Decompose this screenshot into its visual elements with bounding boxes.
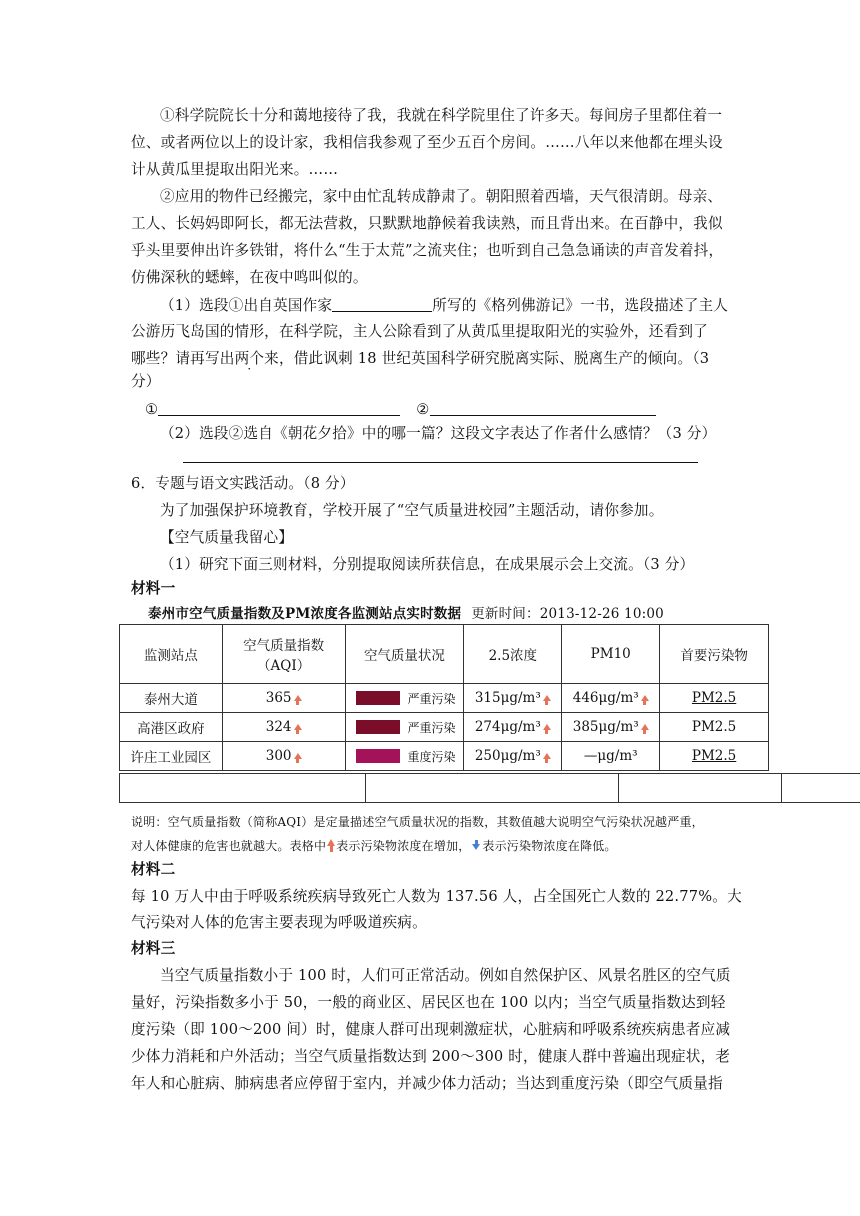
pm10-cell: [562, 684, 660, 713]
para2-line1: ②应用的物件已经搬完，家中由忙乱转成静肃了。朝阳照着西墙，天气很清朗。母亲、: [160, 188, 723, 205]
blank-marker-2: ②: [416, 401, 430, 418]
blank-marker-1: ①: [145, 401, 159, 418]
note-text-b: 表示污染物浓度在增加，: [336, 839, 471, 853]
primary-pollutant: PM2.5: [691, 719, 737, 735]
station-cell: 泰州大道: [120, 684, 223, 713]
aqi-value: 365: [265, 690, 292, 706]
row-divider: [119, 774, 120, 802]
note-text-a: 对人体健康的危害也就越大。表格中: [131, 839, 327, 853]
primary-pollutant: PM2.5: [691, 690, 737, 706]
para2-line4: 仿佛深秋的蟋蟀，在夜中鸣叫似的。: [131, 269, 368, 286]
primary-cell: [660, 684, 769, 713]
arrow-up-icon: [543, 753, 551, 759]
empty-table-row: [119, 773, 860, 803]
para1-line1: ①科学院院长十分和蔼地接待了我，我就在科学院里住了许多天。每间房子里都住着一: [160, 107, 723, 124]
header-station: 监测站点: [120, 625, 223, 684]
pm10-value: 446μg/m³: [572, 690, 639, 706]
pm25-cell: [464, 713, 562, 742]
answer-blanks-row: [145, 399, 656, 420]
aqi-value: 300: [265, 748, 292, 764]
question1-line4: 分）: [131, 373, 161, 390]
arrow-up-icon: [294, 753, 302, 759]
table-row: [120, 684, 769, 713]
para2-line2: 工人、长妈妈即阿长，都无法营救，只默默地静候着我读熟，而且背出来。在百静中，我似: [131, 215, 723, 232]
emphasis-dotted-text: 两个: [234, 350, 265, 367]
arrow-up-icon: [543, 724, 551, 730]
row-divider: [781, 774, 782, 802]
aqi-table: [119, 624, 769, 771]
material3-line2: 量好，污染指数多小于 50，一般的商业区、居民区也在 100 以内；当空气质量指数达到轻: [131, 994, 726, 1011]
q6-section-title: 【空气质量我留心】: [160, 529, 294, 546]
pm25-cell: [464, 684, 562, 713]
question1-line2: 公游历飞岛国的情形，在科学院，主人公除看到了从黄瓜里提取阳光的实验外，还看到了: [131, 323, 708, 340]
material3-line4: 少体力消耗和户外活动；当空气质量指数达到 200～300 时，健康人群中普遍出现症状，老: [131, 1048, 731, 1065]
pm10-value: —μg/m³: [583, 748, 638, 764]
status-label: 严重污染: [407, 720, 456, 735]
header-primary: 首要污染物: [660, 625, 769, 684]
arrow-up-icon: [327, 839, 335, 846]
author-answer-blank[interactable]: [332, 295, 432, 312]
answer-blank-1[interactable]: [158, 399, 400, 416]
material2-line1: 每 10 万人中由于呼吸系统疾病导致死亡人数为 137.56 人，占全国死亡人数的 22.77%。大: [131, 888, 742, 905]
table-caption: 泰州市空气质量指数及PM浓度各监测站点实时数据: [148, 606, 462, 622]
question1-text-a: （1）选段①出自英国作家: [160, 297, 333, 314]
arrow-up-icon: [294, 724, 302, 730]
pm25-value: 315μg/m³: [474, 690, 541, 706]
pm25-cell: [464, 742, 562, 771]
material1-caption-row: [148, 604, 664, 624]
q6-title: 6．专题与语文实践活动。（8 分）: [131, 475, 355, 492]
para2-line3: 乎头里要伸出许多铁钳，将什么“生于太荒”之流夹住；也听到自己急急诵读的声音发着抖，: [131, 242, 724, 259]
arrow-up-icon: [641, 695, 649, 701]
material3-line1: 当空气质量指数小于 100 时，人们可正常活动。例如自然保护区、风景名胜区的空气质: [160, 967, 731, 984]
status-cell: [345, 684, 464, 713]
arrow-up-icon: [543, 695, 551, 701]
status-swatch: [356, 749, 400, 763]
question2-answer-line[interactable]: [183, 462, 698, 463]
primary-cell: [660, 713, 769, 742]
table-row: [120, 742, 769, 771]
para1-line3: 计从黄瓜里提取出阳光来。……: [131, 161, 339, 178]
header-aqi-line2: （AQI）: [257, 658, 311, 674]
aqi-cell: [222, 742, 345, 771]
status-cell: [345, 713, 464, 742]
status-swatch: [356, 691, 400, 705]
arrow-up-icon: [294, 695, 302, 701]
header-aqi-line1: 空气质量指数: [243, 638, 325, 654]
para1-line2: 位、或者两位以上的设计家，我相信我参观了至少五百个房间。……八年以来他都在埋头设: [131, 134, 723, 151]
pm25-value: 250μg/m³: [474, 748, 541, 764]
row-divider: [618, 774, 619, 802]
material3-line5: 年人和心脏病、肺病患者应停留于室内，并减少体力活动；当达到重度污染（即空气质量指: [131, 1075, 723, 1092]
pm25-value: 274μg/m³: [474, 719, 541, 735]
table-header-row: [120, 625, 769, 684]
header-pm10: PM10: [562, 625, 660, 684]
status-label: 重度污染: [407, 749, 456, 764]
pm10-cell: [562, 742, 660, 771]
table-note-line2: [131, 836, 617, 856]
update-time: 更新时间：2013-12-26 10:00: [471, 606, 664, 622]
status-label: 严重污染: [407, 691, 456, 706]
material3-line3: 度污染（即 100～200 间）时，健康人群可出现刺激症状，心脏病和呼吸系统疾病患者应减: [131, 1021, 731, 1038]
header-aqi: [222, 625, 345, 684]
status-swatch: [356, 720, 400, 734]
aqi-value: 324: [265, 719, 292, 735]
status-cell: [345, 742, 464, 771]
question1-line1: [160, 295, 728, 316]
aqi-cell: [222, 713, 345, 742]
material2-label: 材料二: [131, 861, 176, 878]
answer-blank-2[interactable]: [430, 399, 656, 416]
material2-line2: 气污染对人体的危害主要表现为呼吸道疾病。: [131, 914, 427, 931]
question1-text-d: 来，借此讽刺 18 世纪英国科学研究脱离实际、脱离生产的倾向。（3: [264, 350, 710, 367]
question2-text: （2）选段②选自《朝花夕拾》中的哪一篇？这段文字表达了作者什么感情？（3 分）: [160, 425, 717, 442]
station-cell: 许庄工业园区: [120, 742, 223, 771]
aqi-cell: [222, 684, 345, 713]
header-pm25: 2.5浓度: [464, 625, 562, 684]
arrow-up-icon: [641, 724, 649, 730]
pm10-value: 385μg/m³: [572, 719, 639, 735]
question1-text-b: 所写的《格列佛游记》一书，选段描述了主人: [432, 297, 729, 314]
primary-pollutant: PM2.5: [691, 748, 737, 764]
note-text-c: 表示污染物浓度在降低。: [482, 839, 617, 853]
table-row: [120, 713, 769, 742]
table-note-line1: 说明：空气质量指数（简称AQI）是定量描述空气质量状况的指数，其数值越大说明空气污染状况越严重，: [131, 815, 704, 829]
row-divider: [365, 774, 366, 802]
primary-cell: [660, 742, 769, 771]
question1-line3: [131, 349, 709, 369]
material1-label: 材料一: [131, 580, 176, 597]
material3-label: 材料三: [131, 940, 176, 957]
header-status: 空气质量状况: [345, 625, 464, 684]
pm10-cell: [562, 713, 660, 742]
arrow-down-icon: [472, 844, 480, 850]
question1-text-c: 哪些？请再写出: [131, 350, 235, 367]
q6-task: （1）研究下面三则材料，分别提取阅读所获信息，在成果展示会上交流。（3 分）: [160, 556, 695, 573]
q6-intro: 为了加强保护环境教育，学校开展了“空气质量进校园”主题活动，请你参加。: [160, 502, 664, 519]
station-cell: 高港区政府: [120, 713, 223, 742]
